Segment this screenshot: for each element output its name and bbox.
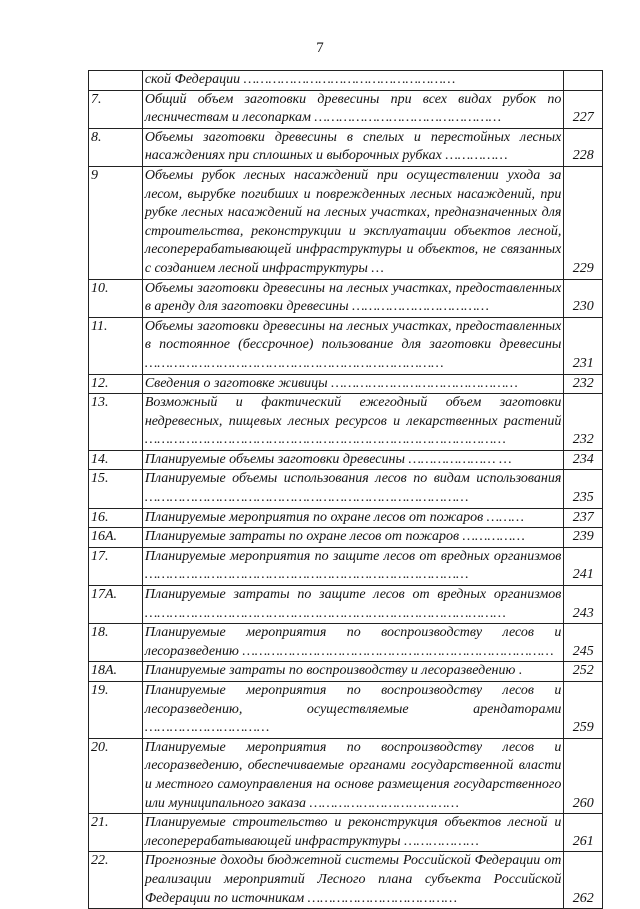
row-page-number: 262 xyxy=(564,852,603,909)
row-title: ской Федерации …………………………………………… xyxy=(142,71,564,91)
row-number: 9 xyxy=(89,166,143,279)
row-number: 22. xyxy=(89,852,143,909)
row-number: 16А. xyxy=(89,528,143,548)
contents-row xyxy=(89,394,603,451)
row-page-number xyxy=(564,71,603,91)
row-page-number: 252 xyxy=(564,662,603,682)
row-number: 10. xyxy=(89,279,143,317)
row-number: 21. xyxy=(89,814,143,852)
contents-table-body xyxy=(89,71,603,909)
row-title: Общий объем заготовки древесины при всех видах рубок по лесничествам и лесопаркам ……………………………………… xyxy=(142,90,564,128)
contents-row xyxy=(89,450,603,470)
row-title: Планируемые объемы заготовки древесины ………………… … xyxy=(142,450,564,470)
row-title: Объемы заготовки древесины на лесных участках, предоставленных в аренду для заготовки древесины …………………………… xyxy=(142,279,564,317)
contents-row xyxy=(89,682,603,739)
contents-row xyxy=(89,166,603,279)
row-page-number: 227 xyxy=(564,90,603,128)
contents-row xyxy=(89,317,603,374)
row-title: Планируемые объемы использования лесов по видам использования …………………………………………………………………… xyxy=(142,470,564,508)
row-title: Планируемые мероприятия по защите лесов от вредных организмов …………………………………………………………………… xyxy=(142,547,564,585)
row-number xyxy=(89,71,143,91)
row-number: 7. xyxy=(89,90,143,128)
row-title: Объемы заготовки древесины на лесных участках, предоставленных в постоянное (бессрочное) пользование для заготовки древесины ……………………………………………………………… xyxy=(142,317,564,374)
row-page-number: 260 xyxy=(564,738,603,813)
row-number: 16. xyxy=(89,508,143,528)
contents-row xyxy=(89,279,603,317)
contents-row xyxy=(89,547,603,585)
page-number: 7 xyxy=(316,40,324,56)
row-page-number: 245 xyxy=(564,624,603,662)
row-title: Планируемые затраты по защите лесов от вредных организмов …………………………………………………………………………… xyxy=(142,586,564,624)
contents-row xyxy=(89,71,603,91)
contents-row xyxy=(89,128,603,166)
contents-row xyxy=(89,624,603,662)
row-number: 15. xyxy=(89,470,143,508)
contents-row xyxy=(89,528,603,548)
row-page-number: 237 xyxy=(564,508,603,528)
row-page-number: 261 xyxy=(564,814,603,852)
row-title: Возможный и фактический ежегодный объем заготовки недревесных, пищевых лесных ресурсов и лекарственных растений …………………………………………………………………………… xyxy=(142,394,564,451)
row-number: 11. xyxy=(89,317,143,374)
row-number: 13. xyxy=(89,394,143,451)
contents-row xyxy=(89,662,603,682)
row-page-number: 229 xyxy=(564,166,603,279)
contents-row xyxy=(89,508,603,528)
row-number: 8. xyxy=(89,128,143,166)
contents-row xyxy=(89,852,603,909)
row-title: Планируемые мероприятия по охране лесов от пожаров ……… xyxy=(142,508,564,528)
row-page-number: 228 xyxy=(564,128,603,166)
row-title: Планируемые строительство и реконструкция объектов лесной и лесоперерабатывающей инфраструктуры ……………… xyxy=(142,814,564,852)
contents-row xyxy=(89,470,603,508)
contents-row xyxy=(89,586,603,624)
row-title: Планируемые затраты по воспроизводству и лесоразведению . xyxy=(142,662,564,682)
row-title: Объемы заготовки древесины в спелых и перестойных лесных насаждениях при сплошных и выборочных рубках …………… xyxy=(142,128,564,166)
row-number: 19. xyxy=(89,682,143,739)
row-number: 18А. xyxy=(89,662,143,682)
row-number: 18. xyxy=(89,624,143,662)
row-page-number: 230 xyxy=(564,279,603,317)
contents-row xyxy=(89,814,603,852)
row-title: Сведения о заготовке живицы ……………………………………… xyxy=(142,374,564,394)
contents-row xyxy=(89,738,603,813)
contents-row xyxy=(89,90,603,128)
row-title: Планируемые мероприятия по воспроизводству лесов и лесоразведению, обеспечиваемые органами государственной власти и местного самоуправления на основе размещения государственного или муниципального заказа ……………………………… xyxy=(142,738,564,813)
row-number: 17А. xyxy=(89,586,143,624)
row-page-number: 241 xyxy=(564,547,603,585)
row-title: Планируемые мероприятия по воспроизводству лесов и лесоразведению, осуществляемые арендаторами ………………………… xyxy=(142,682,564,739)
row-number: 12. xyxy=(89,374,143,394)
row-page-number: 235 xyxy=(564,470,603,508)
row-number: 17. xyxy=(89,547,143,585)
contents-table xyxy=(88,70,603,909)
row-page-number: 239 xyxy=(564,528,603,548)
row-page-number: 259 xyxy=(564,682,603,739)
row-page-number: 232 xyxy=(564,394,603,451)
row-title: Планируемые затраты по охране лесов от пожаров …………… xyxy=(142,528,564,548)
row-page-number: 231 xyxy=(564,317,603,374)
row-number: 14. xyxy=(89,450,143,470)
row-title: Планируемые мероприятия по воспроизводству лесов и лесоразведению ………………………………………………………………… xyxy=(142,624,564,662)
contents-row xyxy=(89,374,603,394)
row-title: Прогнозные доходы бюджетной системы Российской Федерации от реализации мероприятий Лесного плана субъекта Российской Федерации по источникам ……………………………… xyxy=(142,852,564,909)
row-title: Объемы рубок лесных насаждений при осуществлении ухода за лесом, вырубке погибших и поврежденных лесных насаждений, при рубке лесных насаждений на лесных участках, предназначенных для строительства, реконструкции и эксплуатации объектов лесной, лесоперерабатывающей инфраструктуры и объектов, не связанных с созданием лесной инфраструктуры … xyxy=(142,166,564,279)
row-page-number: 234 xyxy=(564,450,603,470)
row-page-number: 243 xyxy=(564,586,603,624)
row-page-number: 232 xyxy=(564,374,603,394)
row-number: 20. xyxy=(89,738,143,813)
